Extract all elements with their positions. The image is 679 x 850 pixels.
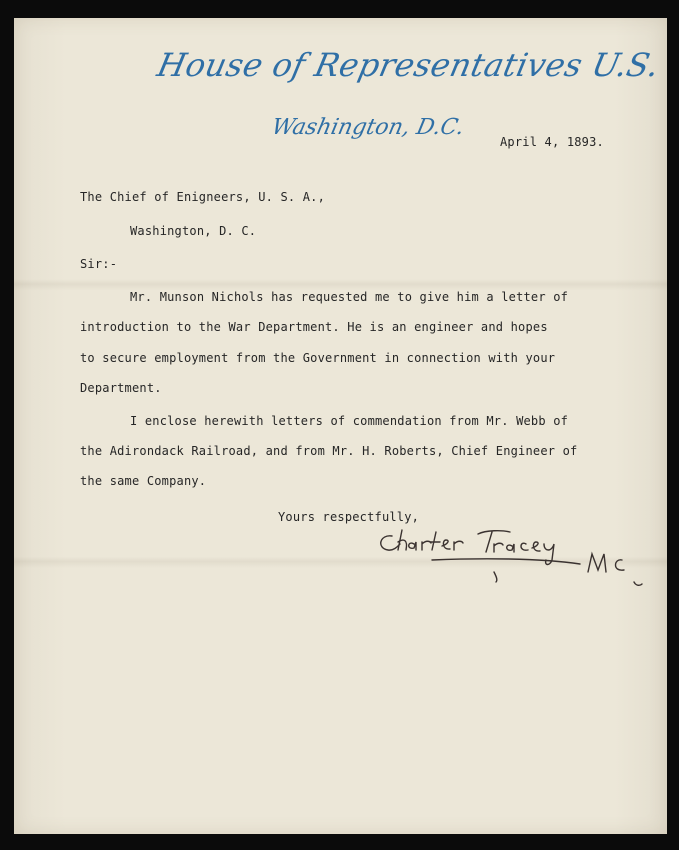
handwritten-signature (370, 520, 670, 625)
body-line-5: I enclose herewith letters of commendation from Mr. Webb of (130, 414, 569, 428)
letterhead-city: Washington, D.C. (269, 115, 467, 140)
body-line-2: introduction to the War Department. He is an engineer and hopes (80, 320, 548, 334)
body-line-4: Department. (80, 381, 162, 395)
letterhead-title: House of Representatives U.S. (153, 46, 663, 84)
body-line-6: the Adirondack Railroad, and from Mr. H. Roberts, Chief Engineer of (80, 444, 578, 458)
body-line-1: Mr. Munson Nichols has requested me to give him a letter of (130, 290, 569, 304)
body-line-3: to secure employment from the Government in connection with your (80, 351, 556, 365)
closing: Yours respectfully, (278, 510, 420, 524)
body-line-7: the same Company. (80, 474, 207, 488)
letter-date: April 4, 1893. (500, 135, 604, 149)
salutation: Sir:- (80, 257, 118, 271)
recipient-line-2: Washington, D. C. (130, 224, 257, 238)
recipient-line-1: The Chief of Enigneers, U. S. A., (80, 190, 326, 204)
